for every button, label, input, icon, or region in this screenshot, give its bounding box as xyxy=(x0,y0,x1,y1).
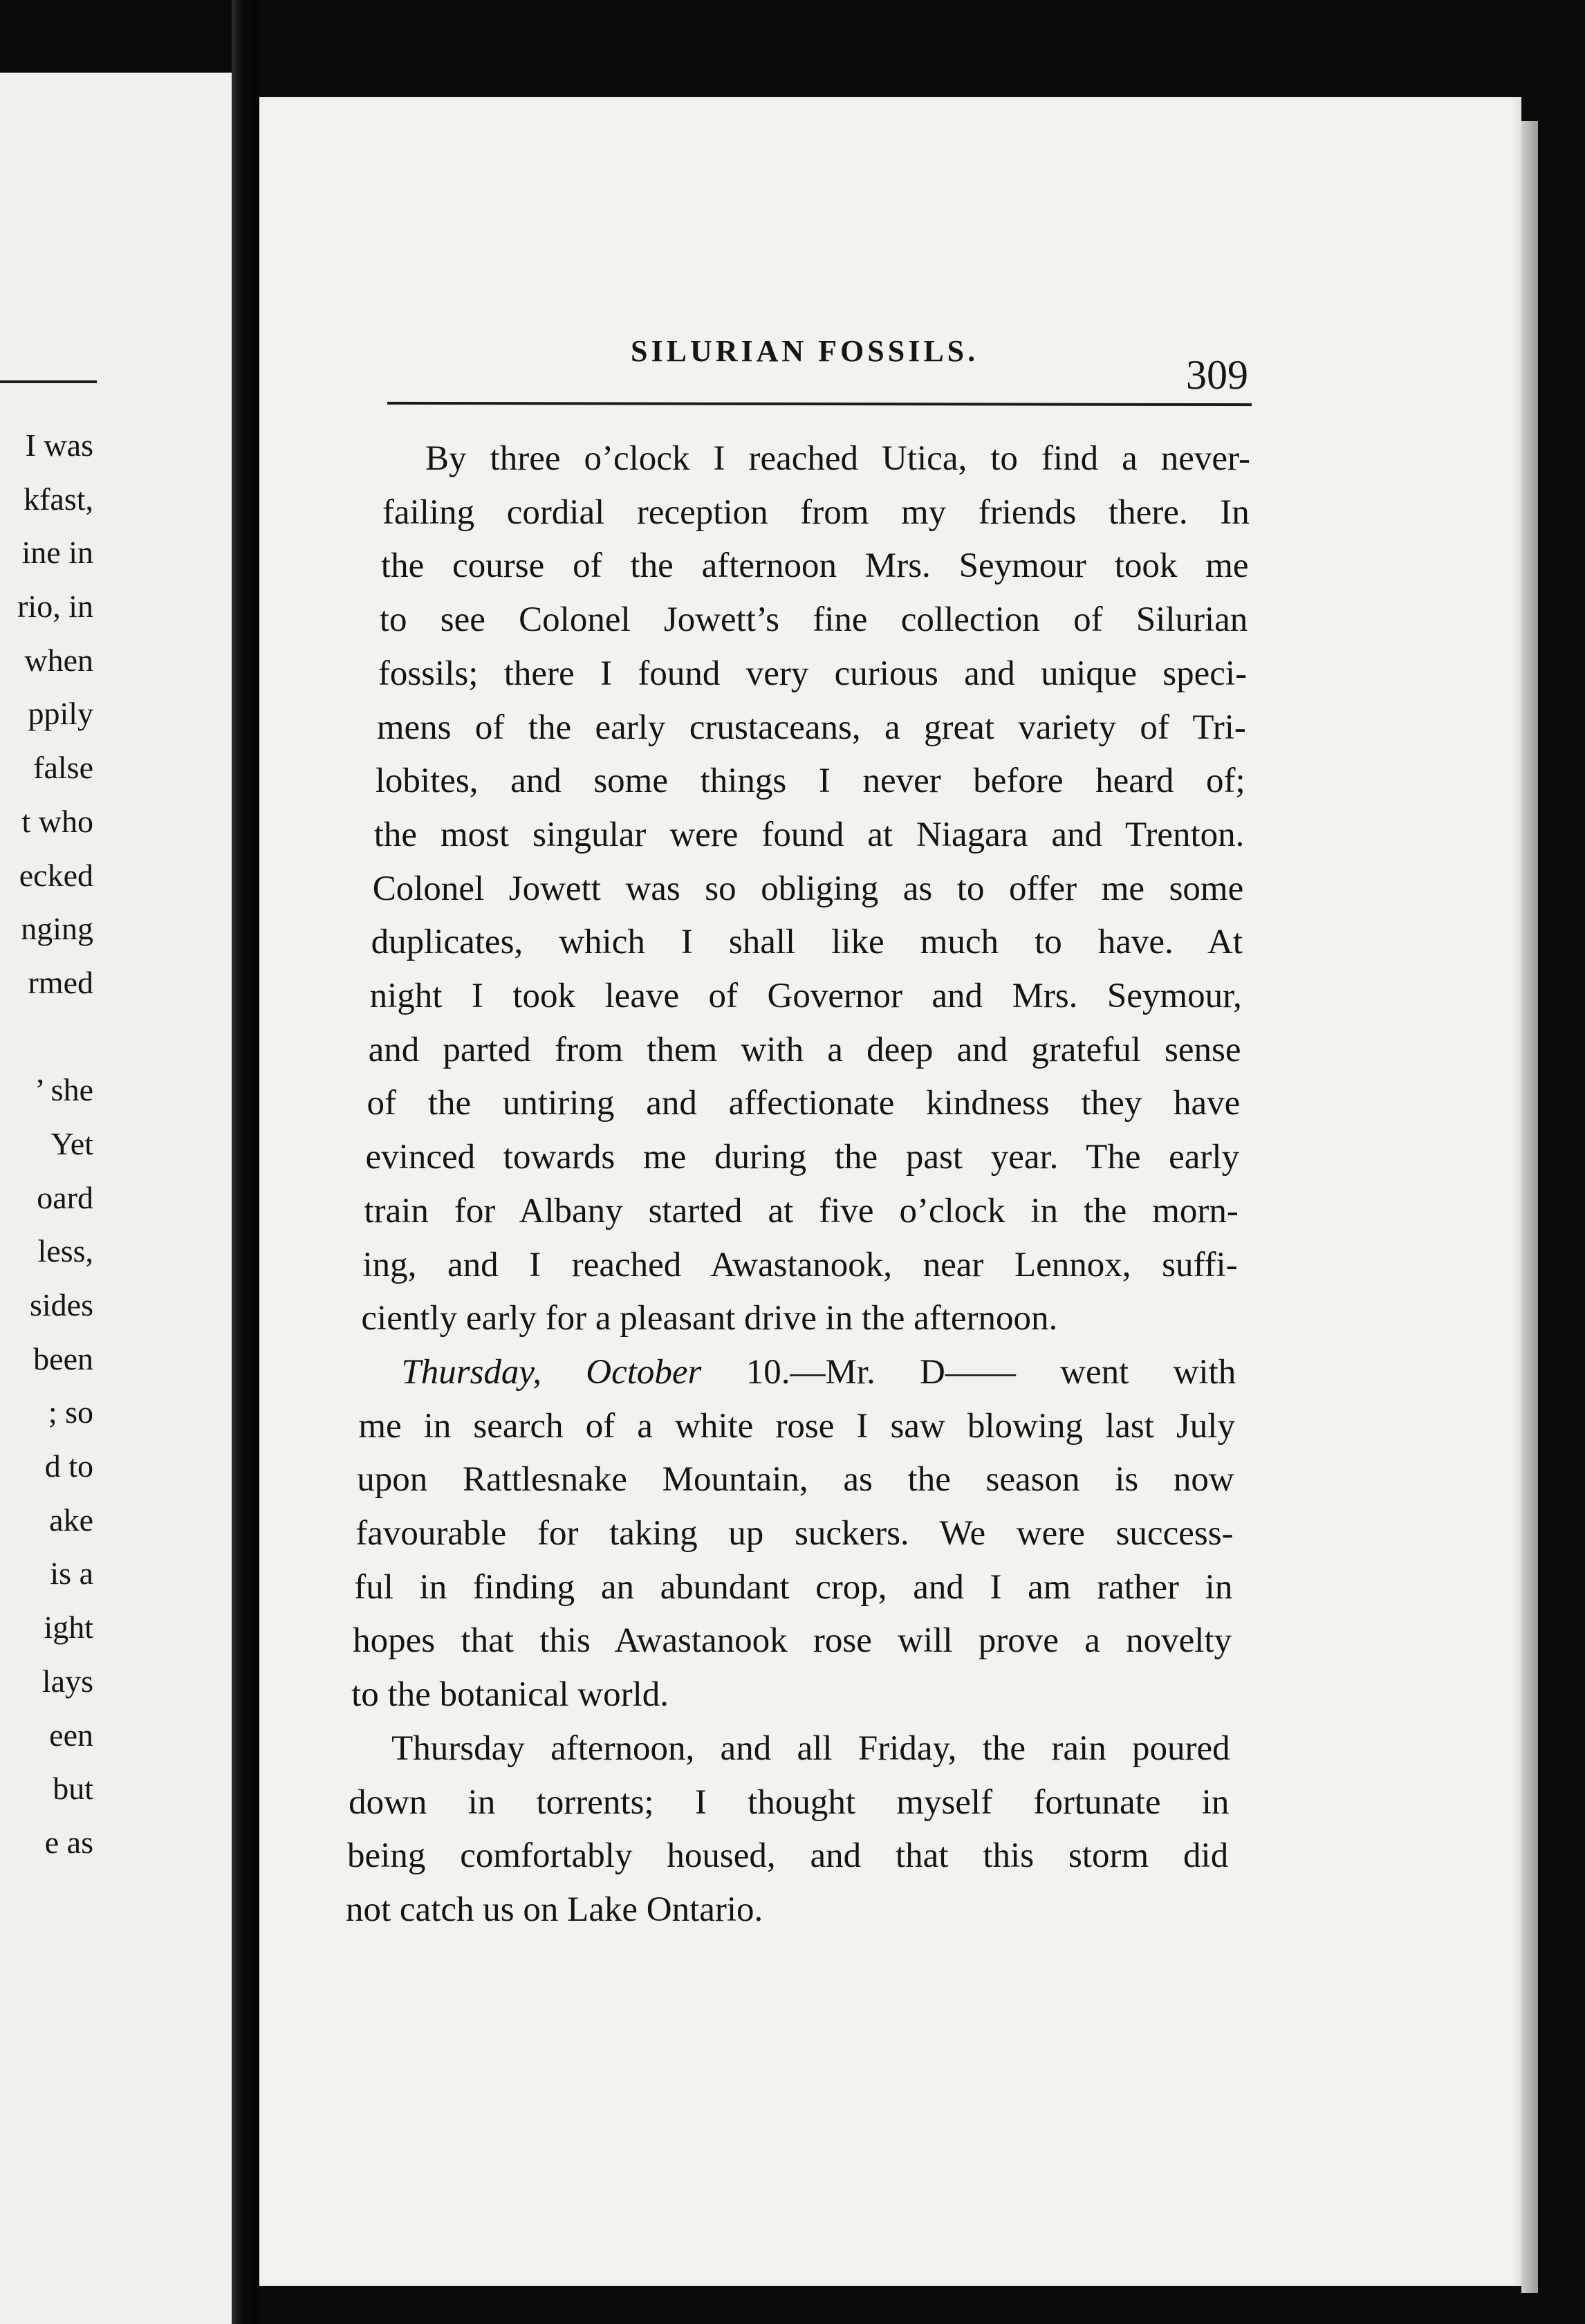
left-page-line-fragment: d to xyxy=(44,1448,93,1484)
left-page-line-fragment: rio, in xyxy=(17,589,93,625)
left-page-line-fragment: e as xyxy=(44,1824,93,1860)
left-page-line-fragment: ight xyxy=(44,1610,93,1645)
body-line: lobites, and some things I never before heard of; xyxy=(375,762,1245,801)
body-line: to see Colonel Jowett’s fine collection of Silurian xyxy=(379,600,1248,640)
left-page-line-fragment: oard xyxy=(37,1179,93,1215)
body-line: hopes that this Awastanook rose will prove a novelty xyxy=(353,1621,1232,1661)
left-page-line-fragment: sides xyxy=(30,1287,93,1322)
left-page-line-fragment: been xyxy=(33,1340,93,1376)
body-line: duplicates, which I shall like much to have. At xyxy=(371,923,1243,962)
body-line: me in search of a white rose I saw blowing last July xyxy=(358,1406,1235,1446)
left-page-line-fragment: t who xyxy=(21,803,93,839)
left-page-line-fragment: een xyxy=(49,1717,93,1753)
body-line: evinced towards me during the past year. The early xyxy=(365,1138,1240,1177)
left-page-line-fragment: ake xyxy=(49,1502,93,1538)
left-page-line-fragment: is a xyxy=(50,1556,93,1592)
left-page-line-fragment: ppily xyxy=(28,696,93,732)
body-line: ing, and I reached Awastanook, near Lennox, suffi- xyxy=(362,1245,1238,1284)
left-page-line-fragment: rmed xyxy=(28,964,93,1000)
left-page-line-fragment: false xyxy=(33,750,93,786)
left-page-line-fragment: lays xyxy=(41,1663,93,1699)
body-line: the most singular were found at Niagara and Trenton. xyxy=(373,815,1245,854)
body-line: train for Albany started at five o’clock in the morn- xyxy=(364,1191,1239,1230)
running-head: SILURIAN FOSSILS. xyxy=(631,334,979,368)
body-line: being comfortably housed, and that this storm did xyxy=(347,1836,1229,1876)
body-line: favourable for taking up suckers. We were success- xyxy=(355,1514,1234,1553)
left-page-line-fragment: ’ she xyxy=(35,1072,93,1108)
body-line: fossils; there I found very curious and unique speci- xyxy=(378,654,1248,693)
body-line: ful in finding an abundant crop, and I am rather in xyxy=(354,1567,1233,1607)
left-page-line-fragment: ecked xyxy=(19,857,93,893)
body-line: Colonel Jowett was so obliging as to offer me some xyxy=(372,869,1244,908)
left-page-line-fragment: kfast, xyxy=(24,481,93,517)
left-page-line-fragment: ine in xyxy=(21,535,93,571)
left-page-line-fragment: Yet xyxy=(50,1125,93,1161)
entry-date: Thursday, October xyxy=(401,1352,702,1392)
body-line: of the untiring and affectionate kindness they have xyxy=(367,1084,1241,1123)
body-line: upon Rattlesnake Mountain, as the season is now xyxy=(357,1460,1234,1500)
page-number: 309 xyxy=(1186,352,1248,398)
left-page-line-fragment: ; so xyxy=(48,1394,93,1430)
body-line: the course of the afternoon Mrs. Seymour took me xyxy=(380,546,1249,586)
body-line: failing cordial reception from my friends there. In xyxy=(382,492,1250,532)
body-line: and parted from them with a deep and grateful sense xyxy=(368,1030,1241,1069)
body-line: night I took leave of Governor and Mrs. Seymour, xyxy=(369,977,1242,1015)
body-line: ciently early for a pleasant drive in the afternoon. xyxy=(361,1299,1058,1338)
left-page-line-fragment: when xyxy=(24,642,93,678)
body-line: mens of the early crustaceans, a great variety of Tri- xyxy=(376,708,1246,747)
body-line: not catch us on Lake Ontario. xyxy=(346,1890,763,1929)
left-page-line-fragment: I was xyxy=(25,427,93,463)
body-line: Thursday afternoon, and all Friday, the rain poured xyxy=(391,1728,1230,1768)
body-line: down in torrents; I thought myself fortunate in xyxy=(349,1782,1230,1822)
left-page-line-fragment: but xyxy=(53,1771,93,1807)
body-line: to the botanical world. xyxy=(351,1675,669,1715)
entry-line-text: 10.—Mr. D—— went with xyxy=(745,1352,1236,1392)
dated-entry-line xyxy=(401,1351,1236,1394)
left-page-line-fragment: less, xyxy=(37,1233,93,1269)
left-page-line-fragment: nging xyxy=(21,911,93,947)
body-line: By three o’clock I reached Utica, to find a never- xyxy=(425,439,1250,478)
